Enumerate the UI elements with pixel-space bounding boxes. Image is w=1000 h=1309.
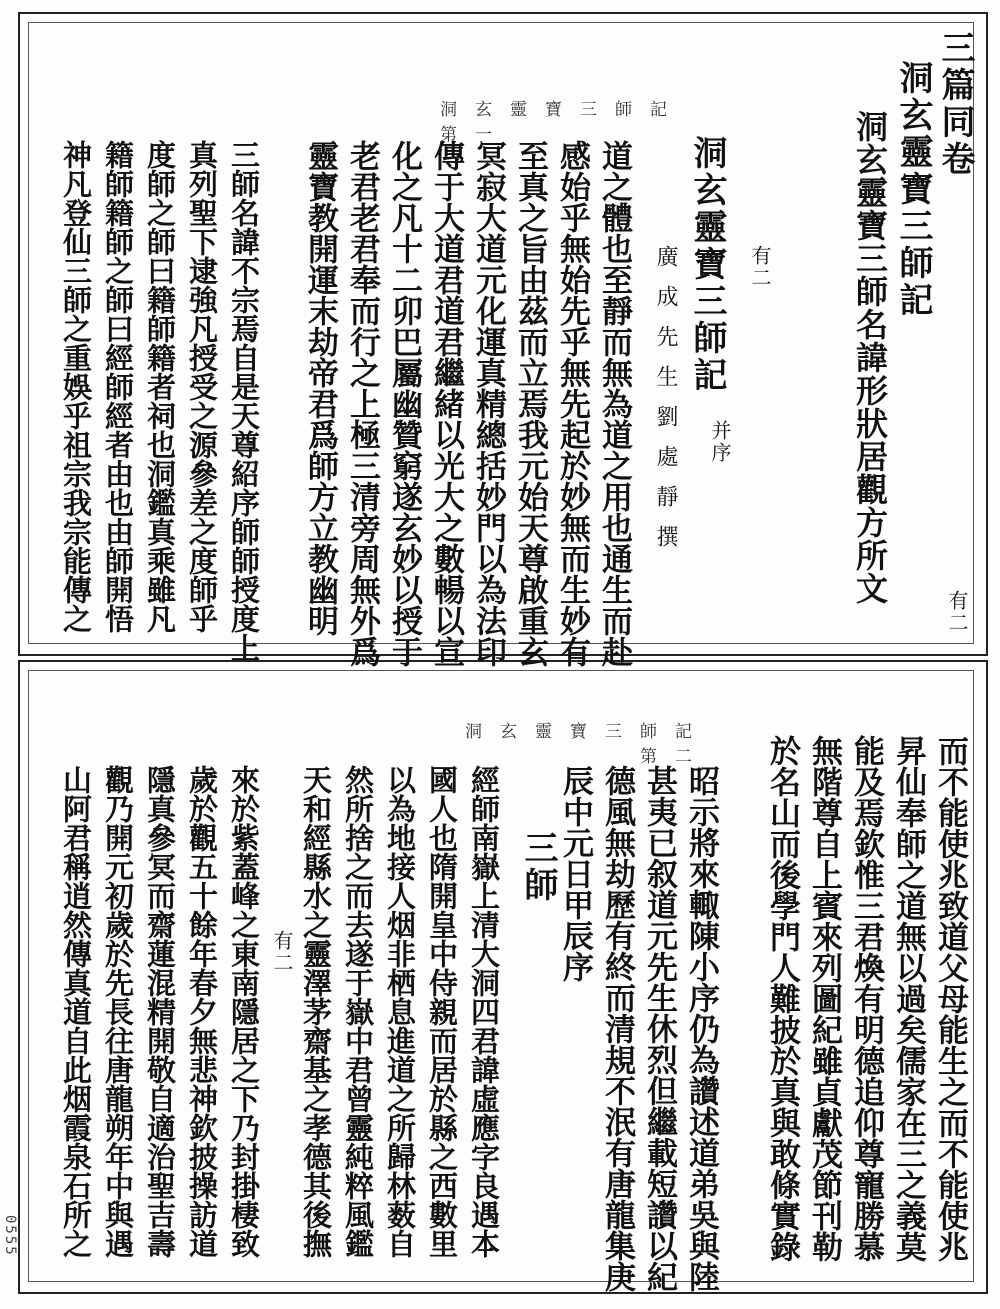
bottom-col-12: 國人也隋開皇中侍親而居於縣之西數里	[425, 765, 459, 1258]
top-col-5: 廣成先生劉處靜撰	[653, 245, 678, 565]
top-col-8: 至真之旨由茲而立焉我元始天尊啟重玄	[512, 140, 548, 667]
bottom-col-15: 天和經縣水之靈澤茅齋基之孝德其後撫	[299, 765, 333, 1258]
bottom-col-8: 德風無劫歷有終而清規不泯有唐龍集庚	[599, 765, 635, 1292]
bottom-col-3: 能及焉欽惟三君煥有明德追仰尊寵勝慕	[848, 735, 884, 1262]
bottom-col-16: 來於紫蓋峰之東南隱居之下乃封掛棲致	[227, 765, 261, 1258]
bottom-col-2: 昇仙奉師之道無以過矣儒家在三之義莫	[890, 735, 926, 1262]
top-col-3: 洞玄靈寶三師名諱形狀居觀方所文	[851, 110, 889, 605]
top-col-10: 傳于大道君道君繼緒以光大之數暢以宣	[428, 140, 464, 667]
top-col-14: 三師名諱不宗焉自是天尊紹序師師授度上	[227, 140, 261, 662]
top-col-13: 靈寶教開運末劫帝君爲師方立教幽明	[302, 140, 338, 636]
bottom-col-5: 於名山而後學門人難披於真與敢條實錄	[764, 735, 800, 1262]
top-col-16: 度師之師曰籍師籍者祠也洞鑑真乘雖凡	[143, 140, 177, 633]
bottom-mid-label: 有二	[270, 930, 294, 974]
top-col-17: 籍師籍師之師曰經師經者由也由師開悟	[101, 140, 135, 633]
top-col-15: 真列聖下逮強凡授受之源參差之度師乎	[185, 140, 219, 633]
top-col-1: 三篇同卷	[935, 30, 975, 178]
top-col-6: 道之體也至靜而無為道之用也通生而赴	[596, 140, 632, 667]
bottom-col-7: 甚夷已叙道元先生休烈但繼載短讚以紀	[641, 765, 677, 1292]
top-running-head: 洞玄靈寶三師記 第一	[440, 100, 685, 145]
top-corner-label: 有二	[945, 590, 969, 634]
bottom-col-13: 以為地接人烟非栖息進道之所歸林薮自	[383, 765, 417, 1258]
bottom-col-17: 歲於觀五十餘年春夕無悲神欽披操訪道	[185, 765, 219, 1258]
bottom-col-18: 隱真參冥而齋蓮混精開敬自適治聖吉壽	[143, 765, 177, 1258]
bottom-col-11: 經師南嶽上清大洞四君諱虛應字良遇本	[467, 765, 501, 1258]
bottom-col-19: 觀乃開元初歲於先長往唐龍朔年中與遇	[101, 765, 135, 1258]
bottom-col-1: 而不能使兆致道父母能生之而不能使兆	[932, 735, 968, 1262]
bottom-col-20: 山阿君稱逍然傳真道自此烟霞泉石所之	[59, 765, 93, 1258]
top-col-4: 洞玄靈寶三師記	[687, 135, 727, 394]
top-col-7: 感始乎無始先乎無先起於妙無而生妙有	[554, 140, 590, 667]
top-col-4-sub: 并序	[708, 420, 732, 464]
top-col-18: 神凡登仙三師之重娛乎祖宗我宗能傳之	[59, 140, 93, 633]
top-mid-label: 有二	[748, 245, 772, 289]
bottom-running-head: 洞玄靈寶三師記 第二	[465, 722, 710, 767]
bottom-col-14: 然所捨之而去遂于嶽中君曾靈純粹風鑑	[341, 765, 375, 1258]
top-col-2: 洞玄靈寶三師記	[893, 60, 933, 319]
bottom-col-9: 辰中元日甲辰序	[557, 765, 593, 982]
page-number: 0555	[2, 1215, 18, 1257]
top-col-9: 冥寂大道元化運真精總括妙門以為法印	[470, 140, 506, 667]
bottom-col-10: 三師	[518, 830, 558, 904]
bottom-col-4: 無階尊自上賓來列圖紀雖貞獻茂節刊勒	[806, 735, 842, 1262]
top-col-12: 老君老君奉而行之上極三清旁周無外爲	[344, 140, 380, 667]
top-col-11: 化之凡十二卯巴屬幽贊窮遂玄妙以授于	[386, 140, 422, 667]
bottom-col-6: 昭示將來輙陳小序仍為讚述道弟吳與陸	[683, 765, 719, 1292]
